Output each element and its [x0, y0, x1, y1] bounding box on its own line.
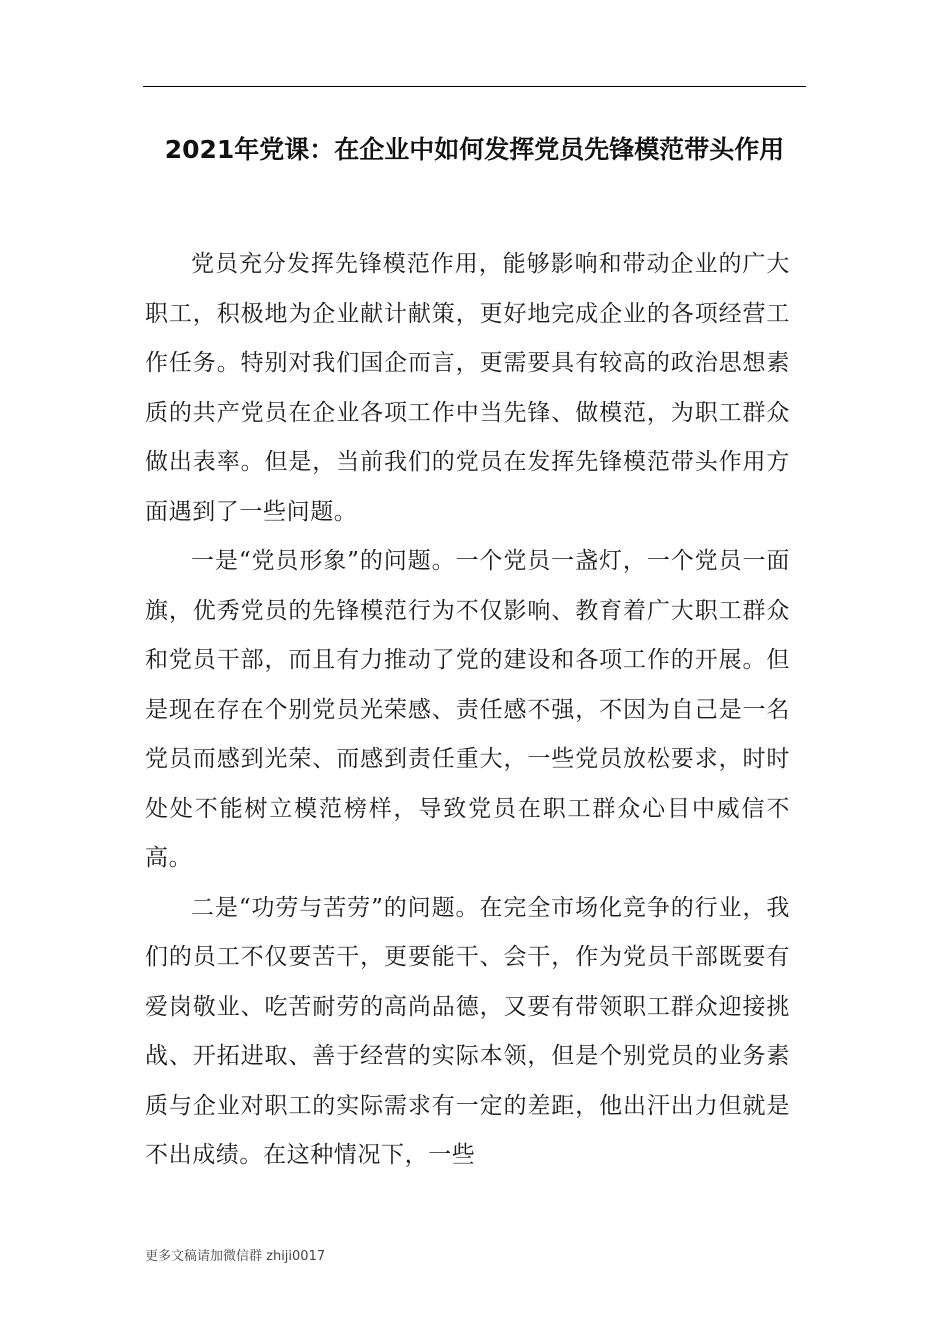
header-rule	[143, 86, 806, 87]
document-body	[145, 240, 790, 1181]
paragraph-intro: 党员充分发挥先锋模范作用，能够影响和带动企业的广大职工，积极地为企业献计献策，更好地完成企业的各项经营工作任务。特别对我们国企而言，更需要具有较高的政治思想素质的共产党员在企业各项工作中当先锋、做模范，为职工群众做出表率。但是，当前我们的党员在发挥先锋模范带头作用方面遇到了一些问题。	[145, 251, 790, 525]
page-footer: 更多文稿请加微信群 zhiji0017	[145, 1249, 326, 1264]
paragraph-issue-two: 二是“功劳与苦劳”的问题。在完全市场化竞争的行业，我们的员工不仅要苦干，更要能干、会干，作为党员干部既要有爱岗敬业、吃苦耐劳的高尚品德，又要有带领职工群众迎接挑战、开拓进取、善于经营的实际本领，但是个别党员的业务素质与企业对职工的实际需求有一定的差距，他出汗出力但就是不出成绩。在这种情况下，一些	[145, 894, 790, 1168]
document-title: 2021年党课：在企业中如何发挥党员先锋模范带头作用	[164, 135, 785, 164]
paragraph-issue-one: 一是“党员形象”的问题。一个党员一盏灯，一个党员一面旗，优秀党员的先锋模范行为不仅影响、教育着广大职工群众和党员干部，而且有力推动了党的建设和各项工作的开展。但是现在存在个别党员光荣感、责任感不强，不因为自己是一名党员而感到光荣、而感到责任重大，一些党员放松要求，时时处处不能树立模范榜样，导致党员在职工群众心目中威信不高。	[145, 548, 790, 871]
